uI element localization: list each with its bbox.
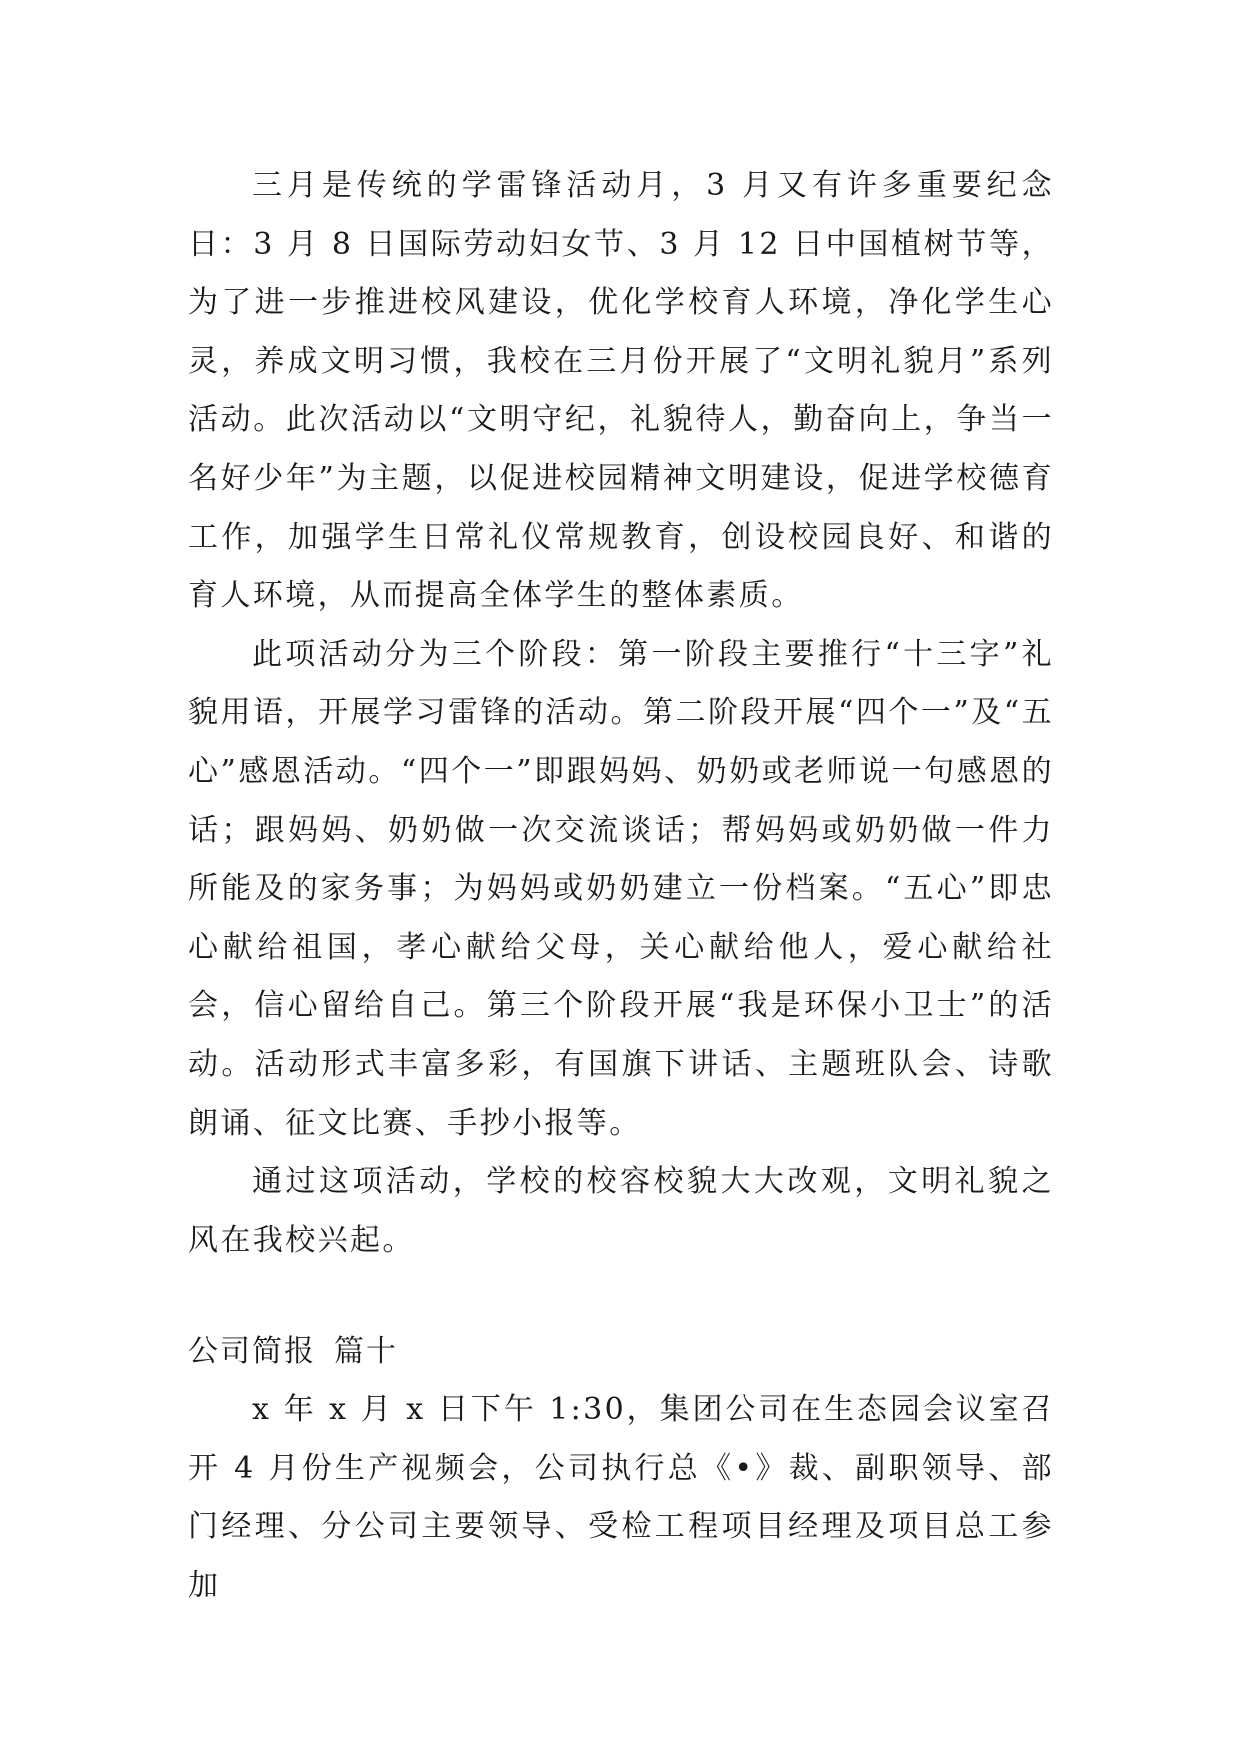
paragraph-activity-stages: 此项活动分为三个阶段：第一阶段主要推行“十三字”礼貌用语，开展学习雷锋的活动。第二阶段开展“四个一”及“五心”感恩活动。“四个一”即跟妈妈、奶奶或老师说一句感恩的话；跟妈妈、奶奶做一次交流谈话；帮妈妈或奶奶做一件力所能及的家务事；为妈妈或奶奶建立一份档案。“五心”即忠心献给祖国，孝心献给父母，关心献给他人，爱心献给社会，信心留给自己。第三个阶段开展“我是环保小卫士”的活动。活动形式丰富多彩，有国旗下讲话、主题班队会、诗歌朗诵、征文比赛、手抄小报等。 — [188, 636, 1054, 1141]
paragraph-company-meeting: x 年 x 月 x 日下午 1:30，集团公司在生态园会议室召开 4 月份生产视频会，公司执行总《•》裁、副职领导、部门经理、分公司主要领导、受检工程项目经理及项目总工参加 — [188, 1392, 1054, 1604]
paragraph-activity-result: 通过这项活动，学校的校容校貌大大改观，文明礼貌之风在我校兴起。 — [188, 1164, 1054, 1258]
document-body — [188, 157, 1054, 1616]
section-title: 公司简报 — [188, 1334, 316, 1370]
paragraph-lei-feng-month: 三月是传统的学雷锋活动月，3 月又有许多重要纪念日：3 月 8 日国际劳动妇女节、3 月 12 日中国植树节等，为了进一步推进校风建设，优化学校育人环境，净化学生心灵，养成文明习惯，我校在三月份开展了“文明礼貌月”系列活动。此次活动以“文明守纪，礼貌待人，勤奋向上，争当一名好少年”为主题，以促进校园精神文明建设，促进学校德育工作，加强学生日常礼仪常规教育，创设校园良好、和谐的育人环境，从而提高全体学生的整体素质。 — [188, 168, 1054, 614]
section-heading — [188, 1323, 1054, 1381]
section-subtitle: 篇十 — [334, 1334, 398, 1370]
